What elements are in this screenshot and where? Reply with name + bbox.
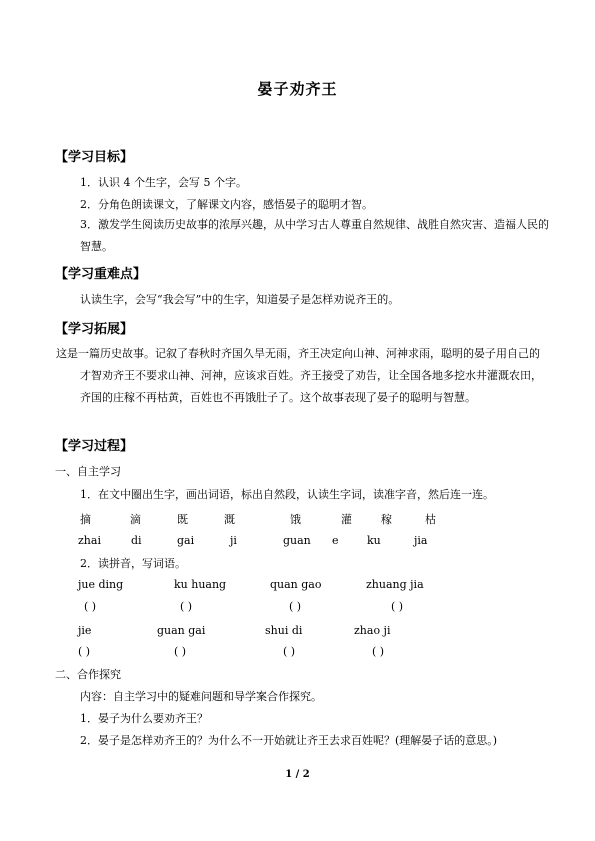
pinyin-item: ku	[367, 534, 381, 547]
answer-blank[interactable]: ( )	[391, 600, 404, 613]
pinyin-word: ku huang	[174, 578, 227, 591]
section-heading-process: 【学习过程】	[55, 439, 134, 454]
pinyin-word: zhao ji	[354, 624, 391, 637]
char-item: 稼	[381, 513, 392, 526]
answer-blank[interactable]: ( )	[84, 600, 97, 613]
goal-item-3: 3．激发学生阅读历史故事的浓厚兴趣，从中学习古人尊重自然规律、战胜自然灾害、造福人民的智慧。	[80, 218, 549, 253]
pinyin-item: gai	[177, 534, 195, 547]
answer-blank[interactable]: ( )	[289, 600, 302, 613]
pinyin-item: guan	[283, 534, 311, 547]
words-row-2	[0, 624, 595, 640]
chars-row	[0, 511, 595, 527]
answer-blank[interactable]: ( )	[180, 600, 193, 613]
pinyin-word: guan gai	[157, 624, 206, 637]
char-item: 溉	[224, 513, 235, 526]
section-heading-goals: 【学习目标】	[55, 150, 134, 165]
answer-blank[interactable]: ( )	[78, 645, 91, 658]
part1-item1: 1．在文中圈出生字，画出词语，标出自然段，认读生字词，读准字音，然后连一连。	[80, 488, 494, 501]
pinyin-item: e	[332, 534, 339, 547]
part2-content: 内容：自主学习中的疑难问题和导学案合作探究。	[80, 690, 322, 703]
section-heading-extension: 【学习拓展】	[55, 322, 134, 337]
pinyin-word: quan gao	[270, 578, 322, 591]
extension-paragraph: 这是一篇历史故事。记叙了春秋时齐国久旱无雨，齐王决定向山神、河神求雨，聪明的晏子用自己的才智劝齐王不要求山神、河神，应该求百姓。齐王接受了劝告，让全国各地多挖水井灌溉农田，齐国的庄稼不再枯黄，百姓也不再饿肚子了。这个故事表现了晏子的聪明与智慧。	[56, 347, 542, 404]
question-2: 2．晏子是怎样劝齐王的？为什么不一开始就让齐王去求百姓呢？(理解晏子话的意思。)	[80, 734, 498, 747]
pinyin-item: zhai	[78, 534, 101, 547]
char-item: 灌	[341, 513, 352, 526]
answer-blank[interactable]: ( )	[174, 645, 187, 658]
pinyin-word: shui di	[265, 624, 303, 637]
section-heading-key-points: 【学习重难点】	[55, 267, 147, 282]
char-item: 枯	[425, 513, 436, 526]
goal-item-1: 1．认识 4 个生字，会写 5 个字。	[80, 176, 247, 189]
pinyin-item: ji	[230, 534, 237, 547]
page-title: 晏子劝齐王	[257, 80, 338, 98]
pinyin-row	[0, 534, 595, 550]
char-item: 滴	[130, 513, 141, 526]
page-number: 1 / 2	[285, 769, 310, 780]
words-row-1	[0, 578, 595, 594]
answer-blank[interactable]: ( )	[372, 645, 385, 658]
char-item: 既	[177, 513, 188, 526]
char-item: 摘	[80, 513, 91, 526]
part1-item2: 2．读拼音，写词语。	[80, 557, 186, 570]
pinyin-item: jia	[414, 534, 428, 547]
blanks-row-1	[0, 600, 595, 616]
answer-blank[interactable]: ( )	[283, 645, 296, 658]
blanks-row-2	[0, 645, 595, 661]
char-item: 饿	[290, 513, 301, 526]
pinyin-word: jie	[78, 624, 92, 637]
pinyin-word: zhuang jia	[366, 578, 424, 591]
part1-title: 一、自主学习	[55, 465, 121, 478]
question-1: 1．晏子为什么要劝齐王？	[80, 712, 208, 725]
key-points-text: 认读生字，会写“我会写”中的生字，知道晏子是怎样劝说齐王的。	[80, 293, 400, 306]
pinyin-item: di	[131, 534, 142, 547]
part2-title: 二、合作探究	[55, 668, 121, 681]
pinyin-word: jue ding	[78, 578, 124, 591]
extension-text	[56, 343, 550, 409]
goal-item-2: 2．分角色朗读课文，了解课文内容，感悟晏子的聪明才智。	[80, 198, 373, 211]
